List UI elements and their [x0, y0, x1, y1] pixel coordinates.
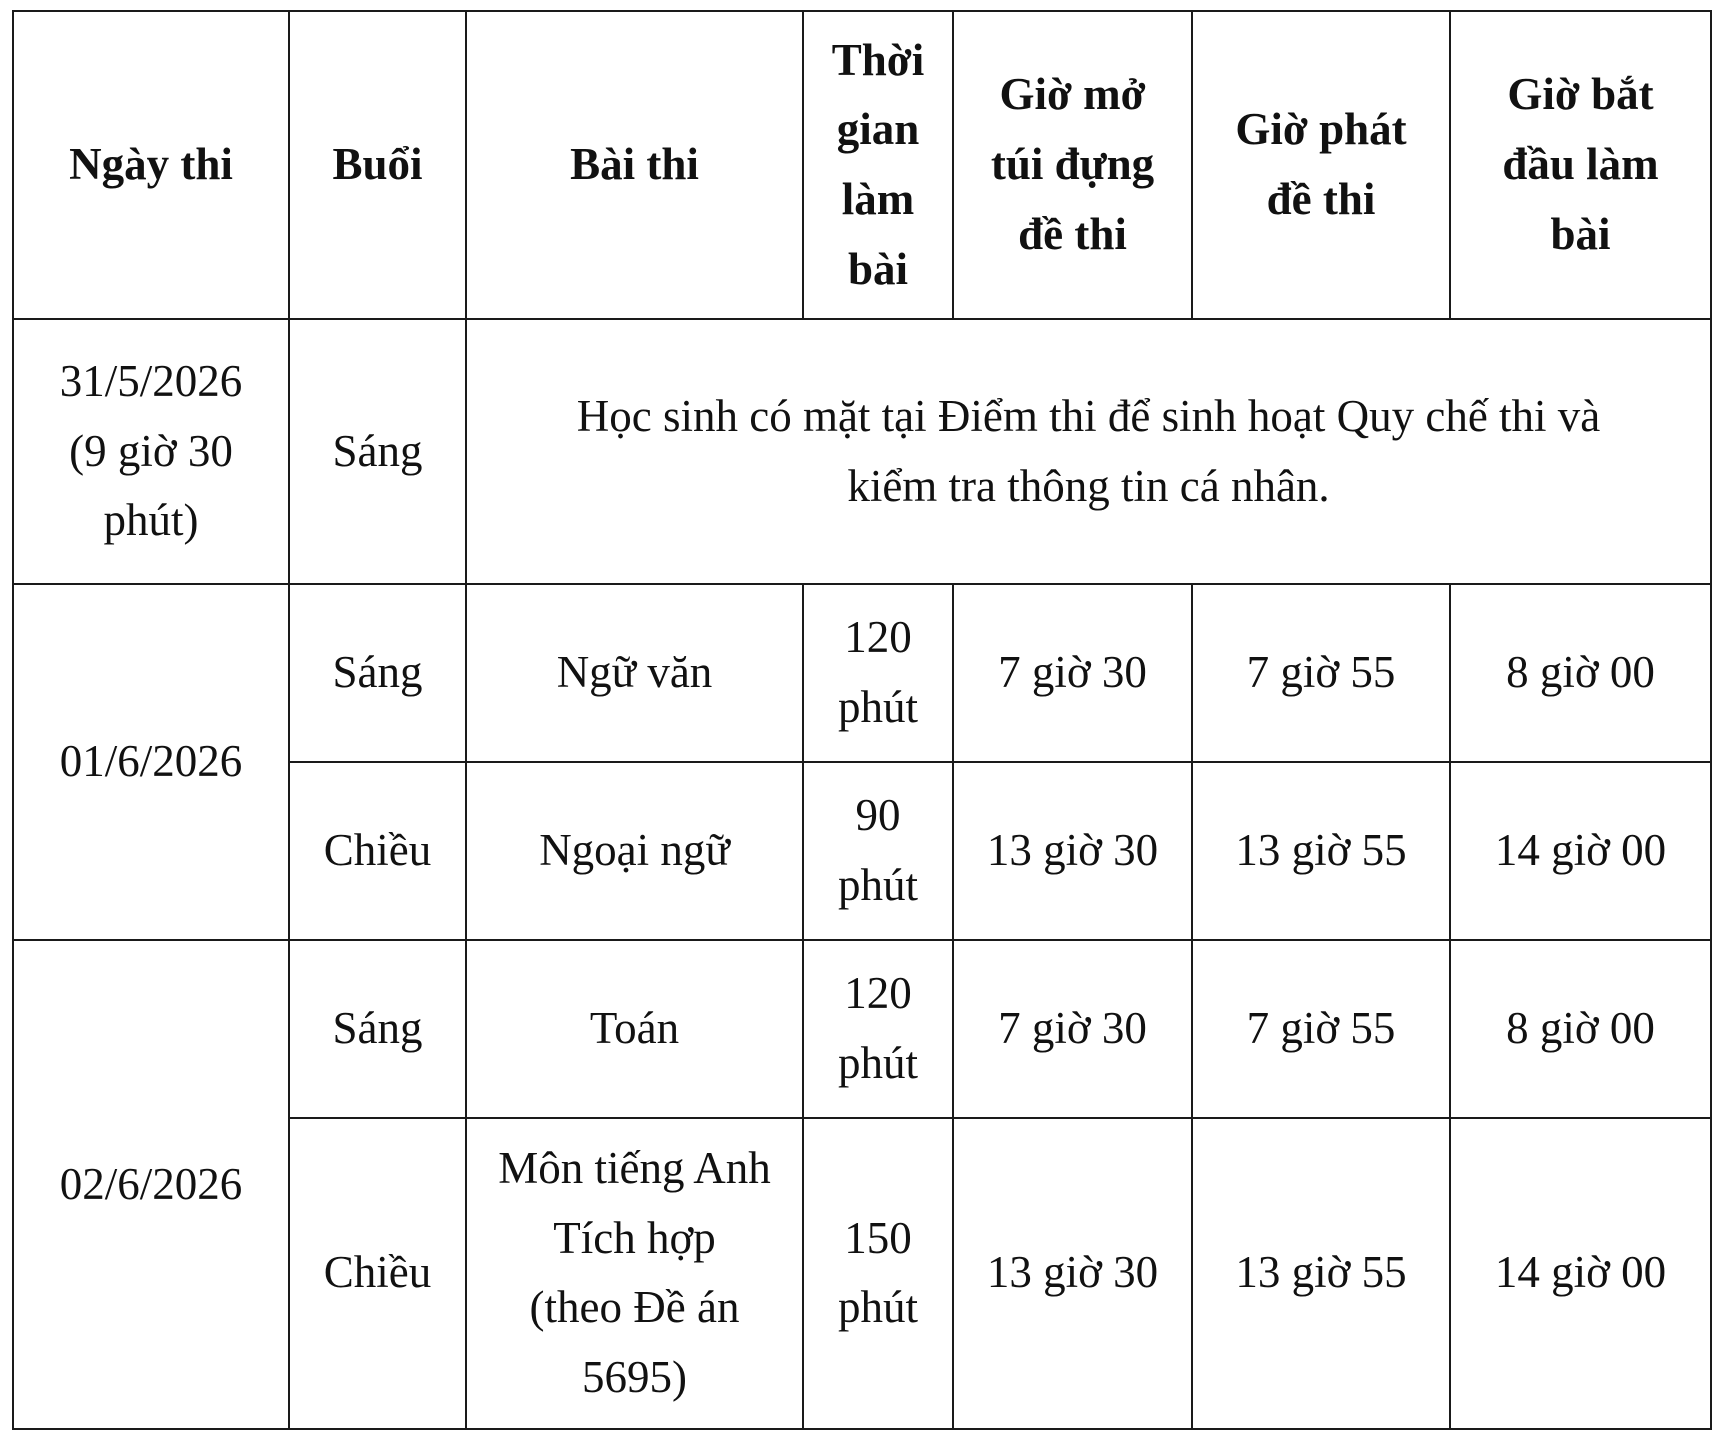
exam-open-bag-time: 7 giờ 30	[953, 584, 1192, 762]
exam-open-bag-time: 13 giờ 30	[953, 762, 1192, 940]
orientation-date-line: 31/5/2026	[59, 355, 243, 406]
header-row	[13, 11, 1711, 319]
exam-distribute-time: 13 giờ 55	[1192, 1118, 1450, 1429]
exam-row	[13, 940, 1711, 1118]
exam-duration	[803, 762, 953, 940]
header-open-bag-time	[953, 11, 1192, 319]
header-distribute-line: đề thi	[1266, 174, 1376, 224]
header-duration-line: gian	[836, 104, 920, 155]
orientation-date-line: (9 giờ 30	[69, 425, 233, 476]
exam-duration	[803, 1118, 953, 1429]
header-start-line: đầu làm	[1502, 139, 1659, 190]
exam-duration-line: 120	[844, 612, 912, 663]
orientation-note-line: kiểm tra thông tin cá nhân.	[847, 460, 1330, 511]
exam-subject	[466, 1118, 803, 1429]
header-duration-line: bài	[847, 243, 909, 294]
exam-duration-line: 90	[855, 790, 901, 841]
exam-subject-line: 5695)	[582, 1352, 687, 1403]
header-open-bag-line: túi đựng	[990, 139, 1155, 190]
exam-session: Sáng	[289, 584, 466, 762]
exam-date: 02/6/2026	[13, 940, 289, 1429]
exam-schedule-table	[12, 10, 1712, 1430]
orientation-date	[13, 319, 289, 584]
exam-subject-line: (theo Đề án	[529, 1282, 740, 1333]
exam-start-time: 8 giờ 00	[1450, 940, 1711, 1118]
exam-duration-line: 150	[844, 1212, 912, 1263]
exam-subject-line: Ngoại ngữ	[539, 825, 730, 875]
header-open-bag-line: Giờ mở	[999, 69, 1146, 120]
exam-subject-line: Toán	[589, 1002, 680, 1053]
orientation-date-line: phút)	[103, 495, 199, 546]
exam-start-time: 8 giờ 00	[1450, 584, 1711, 762]
exam-open-bag-time: 13 giờ 30	[953, 1118, 1192, 1429]
header-start-time	[1450, 11, 1711, 319]
exam-row	[13, 584, 1711, 762]
header-date: Ngày thi	[13, 11, 289, 319]
exam-duration	[803, 940, 953, 1118]
header-subject: Bài thi	[466, 11, 803, 319]
exam-session: Sáng	[289, 940, 466, 1118]
exam-session: Chiều	[289, 762, 466, 940]
exam-duration-line: phút	[837, 1037, 918, 1088]
header-open-bag-line: đề thi	[1018, 208, 1127, 259]
header-start-line: Giờ bắt	[1507, 69, 1654, 120]
exam-duration	[803, 584, 953, 762]
exam-duration-line: 120	[844, 967, 912, 1018]
orientation-note	[466, 319, 1711, 584]
exam-date: 01/6/2026	[13, 584, 289, 940]
orientation-note-line: Học sinh có mặt tại Điểm thi để sinh hoạt Quy chế thi và	[576, 390, 1601, 441]
exam-distribute-time: 7 giờ 55	[1192, 940, 1450, 1118]
exam-open-bag-time: 7 giờ 30	[953, 940, 1192, 1118]
header-duration-line: làm	[841, 174, 915, 224]
header-duration-line: Thời	[831, 34, 925, 85]
header-start-line: bài	[1550, 208, 1611, 259]
exam-duration-line: phút	[837, 859, 918, 910]
exam-duration-line: phút	[837, 1282, 918, 1333]
exam-subject	[466, 762, 803, 940]
exam-distribute-time: 7 giờ 55	[1192, 584, 1450, 762]
header-duration	[803, 11, 953, 319]
exam-subject-line: Ngữ văn	[556, 647, 713, 698]
exam-subject	[466, 584, 803, 762]
exam-subject	[466, 940, 803, 1118]
exam-session: Chiều	[289, 1118, 466, 1429]
exam-subject-line: Môn tiếng Anh	[498, 1142, 771, 1193]
header-distribute-line: Giờ phát	[1235, 104, 1407, 155]
header-distribute-time	[1192, 11, 1450, 319]
exam-duration-line: phút	[837, 682, 918, 733]
orientation-session: Sáng	[289, 319, 466, 584]
exam-subject-line: Tích hợp	[553, 1212, 716, 1263]
orientation-row	[13, 319, 1711, 584]
exam-start-time: 14 giờ 00	[1450, 762, 1711, 940]
exam-distribute-time: 13 giờ 55	[1192, 762, 1450, 940]
header-session: Buổi	[289, 11, 466, 319]
exam-start-time: 14 giờ 00	[1450, 1118, 1711, 1429]
